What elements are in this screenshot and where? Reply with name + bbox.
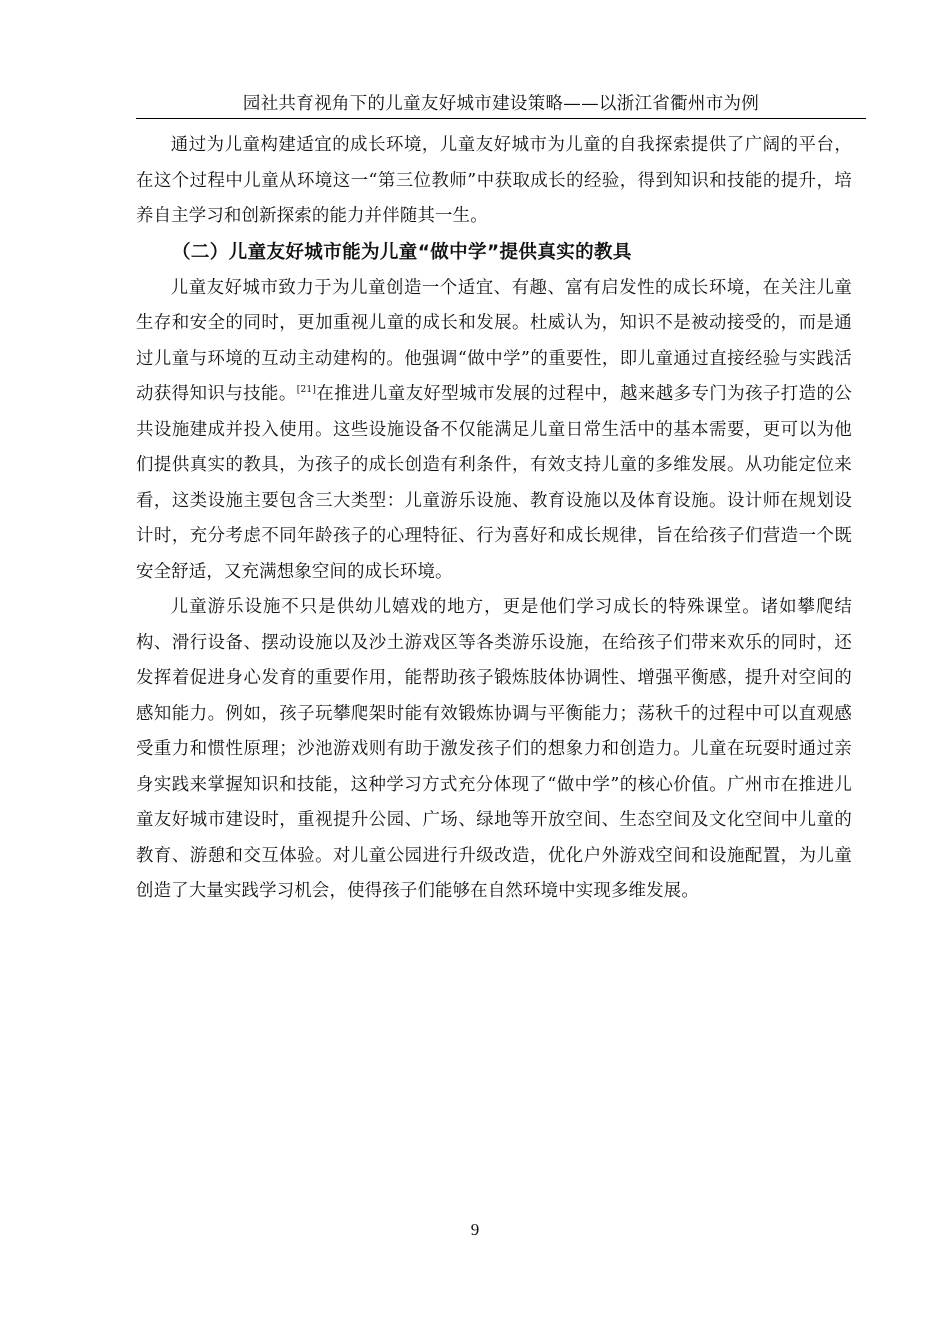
- document-body: [136, 128, 852, 910]
- citation-marker: [21]: [296, 385, 317, 395]
- paragraph-2-part-2: 在推进儿童友好型城市发展的过程中，越来越多专门为孩子打造的公共设施建成并投入使用。这些设施设备不仅能满足儿童日常生活中的基本需要，更可以为他们提供真实的教具，为孩子的成长创造有利条件，有效支持儿童的多维发展。从功能定位来看，这类设施主要包含三大类型：儿童游乐设施、教育设施以及体育设施。设计师在规划设计时，充分考虑不同年龄孩子的心理特征、行为喜好和成长规律，旨在给孩子们营造一个既安全舒适，又充满想象空间的成长环境。: [136, 384, 852, 582]
- page-number: 9: [470, 1220, 480, 1239]
- section-heading: （二）儿童友好城市能为儿童“做中学”提供真实的教具: [172, 241, 632, 263]
- paragraph-2-part-1: 儿童友好城市致力于为儿童创造一个适宜、有趣、富有启发性的成长环境，在关注儿童生存和安全的同时，更加重视儿童的成长和发展。杜威认为，知识不是被动接受的，而是通过儿童与环境的互动主动建构的。他强调“做中学”的重要性，即儿童通过直接经验与实践活动获得知识与技能。: [136, 277, 852, 404]
- running-header: 园社共育视角下的儿童友好城市建设策略——以浙江省衢州市为例: [136, 92, 866, 119]
- paragraph-1: 通过为儿童构建适宜的成长环境，儿童友好城市为儿童的自我探索提供了广阔的平台，在这个过程中儿童从环境这一“第三位教师”中获取成长的经验，得到知识和技能的提升，培养自主学习和创新探索的能力并伴随其一生。: [136, 135, 852, 226]
- paragraph-3: 儿童游乐设施不只是供幼儿嬉戏的地方，更是他们学习成长的特殊课堂。诸如攀爬结构、滑行设备、摆动设施以及沙土游戏区等各类游乐设施，在给孩子们带来欢乐的同时，还发挥着促进身心发育的重要作用，能帮助孩子锻炼肢体协调性、增强平衡感，提升对空间的感知能力。例如，孩子玩攀爬架时能有效锻炼协调与平衡能力；荡秋千的过程中可以直观感受重力和惯性原理；沙池游戏则有助于激发孩子们的想象力和创造力。儿童在玩耍时通过亲身实践来掌握知识和技能，这种学习方式充分体现了“做中学”的核心价值。广州市在推进儿童友好城市建设时，重视提升公园、广场、绿地等开放空间、生态空间及文化空间中儿童的教育、游憩和交互体验。对儿童公园进行升级改造，优化户外游戏空间和设施配置，为儿童创造了大量实践学习机会，使得孩子们能够在自然环境中实现多维发展。: [136, 597, 852, 901]
- paragraph-2: [136, 271, 852, 591]
